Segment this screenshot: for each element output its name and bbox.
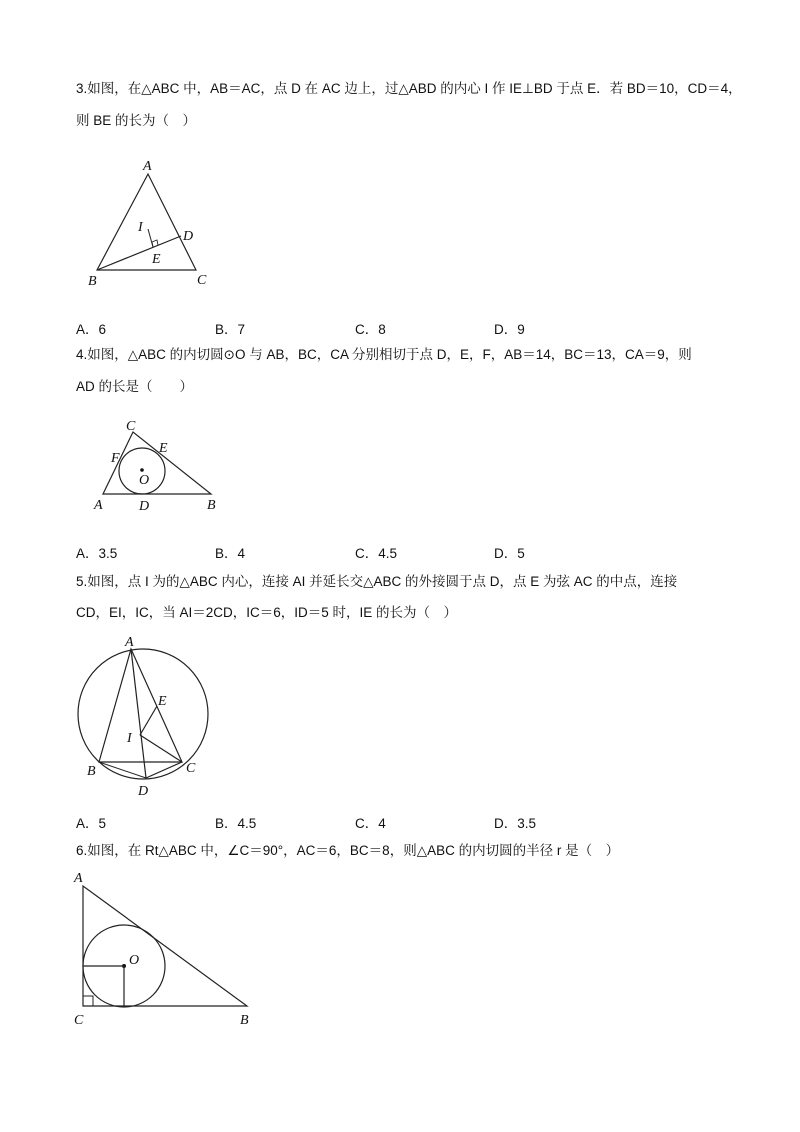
q4-label-c: C bbox=[126, 419, 136, 434]
q5-circumcircle bbox=[78, 649, 208, 779]
q5-segment-ad bbox=[131, 649, 146, 778]
q6-label-b: B bbox=[240, 1013, 249, 1028]
q4-option-b[interactable]: B．4 bbox=[215, 546, 246, 561]
q4-option-c[interactable]: C．4.5 bbox=[355, 546, 398, 561]
q6-right-angle-mark bbox=[83, 996, 93, 1006]
q3-label-d: D bbox=[183, 229, 194, 244]
q6-label-a: A bbox=[74, 871, 83, 886]
q5-segment-ie bbox=[140, 706, 157, 735]
q5-label-d: D bbox=[138, 784, 149, 799]
q6-stem-line-1: 6.如图，在 Rt△ABC 中，∠C＝90°，AC＝6，BC＝8，则△ABC 的内切圆的半径 r 是（ ） bbox=[76, 843, 620, 858]
q4-incircle-diagram bbox=[85, 412, 235, 517]
q3-label-a: A bbox=[143, 159, 152, 174]
q3-triangle-abc bbox=[97, 174, 196, 270]
q6-right-triangle-diagram bbox=[70, 865, 270, 1035]
q3-stem-line-2: 则 BE 的长为（ ） bbox=[76, 113, 197, 128]
q4-option-a[interactable]: A．3.5 bbox=[76, 546, 118, 561]
q3-figure bbox=[80, 150, 220, 295]
q5-option-b[interactable]: B．4.5 bbox=[215, 816, 257, 831]
q3-stem-line-1: 3.如图，在△ABC 中，AB＝AC，点 D 在 AC 边上，过△ABD 的内心 I 作 IE⊥BD 于点 E．若 BD＝10，CD＝4， bbox=[76, 81, 742, 96]
q5-label-i: I bbox=[127, 731, 132, 746]
q5-option-d[interactable]: D．3.5 bbox=[494, 816, 537, 831]
q3-label-i: I bbox=[138, 220, 143, 235]
q4-option-d[interactable]: D．5 bbox=[494, 546, 525, 561]
q3-label-e: E bbox=[152, 252, 161, 267]
q4-stem-line-2: AD 的长是（ ） bbox=[76, 379, 194, 394]
q4-label-a: A bbox=[94, 498, 103, 513]
q3-segment-bd bbox=[97, 236, 181, 270]
q3-option-c[interactable]: C．8 bbox=[355, 322, 386, 337]
q5-circumcircle-diagram bbox=[70, 630, 220, 805]
q4-stem-line-1: 4.如图，△ABC 的内切圆⊙O 与 AB，BC，CA 分别相切于点 D，E，F，AB＝14，BC＝13，CA＝9，则 bbox=[76, 347, 692, 362]
q5-stem-line-1: 5.如图，点 I 为的△ABC 内心，连接 AI 并延长交△ABC 的外接圆于点 D，点 E 为弦 AC 的中点，连接 bbox=[76, 574, 678, 589]
q6-label-c: C bbox=[74, 1013, 84, 1028]
q6-figure bbox=[70, 865, 270, 1035]
q4-figure bbox=[85, 412, 235, 517]
q5-stem-line-2: CD，EI，IC，当 AI＝2CD，IC＝6，ID＝5 时，IE 的长为（ ） bbox=[76, 605, 458, 620]
q4-label-d: D bbox=[139, 499, 150, 514]
q6-triangle-abc bbox=[83, 886, 247, 1006]
q5-label-c: C bbox=[186, 761, 196, 776]
q4-label-b: B bbox=[207, 498, 216, 513]
q3-option-b[interactable]: B．7 bbox=[215, 322, 246, 337]
q5-figure bbox=[70, 630, 220, 805]
q3-label-c: C bbox=[197, 273, 207, 288]
q5-triangle-abc bbox=[99, 649, 182, 762]
q4-label-f: F bbox=[111, 451, 120, 466]
q5-label-b: B bbox=[87, 764, 96, 779]
q3-option-a[interactable]: A．6 bbox=[76, 322, 107, 337]
q5-option-c[interactable]: C．4 bbox=[355, 816, 386, 831]
q5-label-e: E bbox=[158, 694, 167, 709]
q4-label-e: E bbox=[159, 441, 168, 456]
q4-center-dot bbox=[140, 468, 144, 472]
q6-label-o: O bbox=[129, 953, 140, 968]
q3-label-b: B bbox=[88, 274, 97, 289]
q3-triangle-diagram bbox=[80, 150, 220, 295]
q3-option-d[interactable]: D．9 bbox=[494, 322, 525, 337]
q5-option-a[interactable]: A．5 bbox=[76, 816, 107, 831]
q5-label-a: A bbox=[125, 635, 134, 650]
q4-label-o: O bbox=[139, 473, 150, 488]
